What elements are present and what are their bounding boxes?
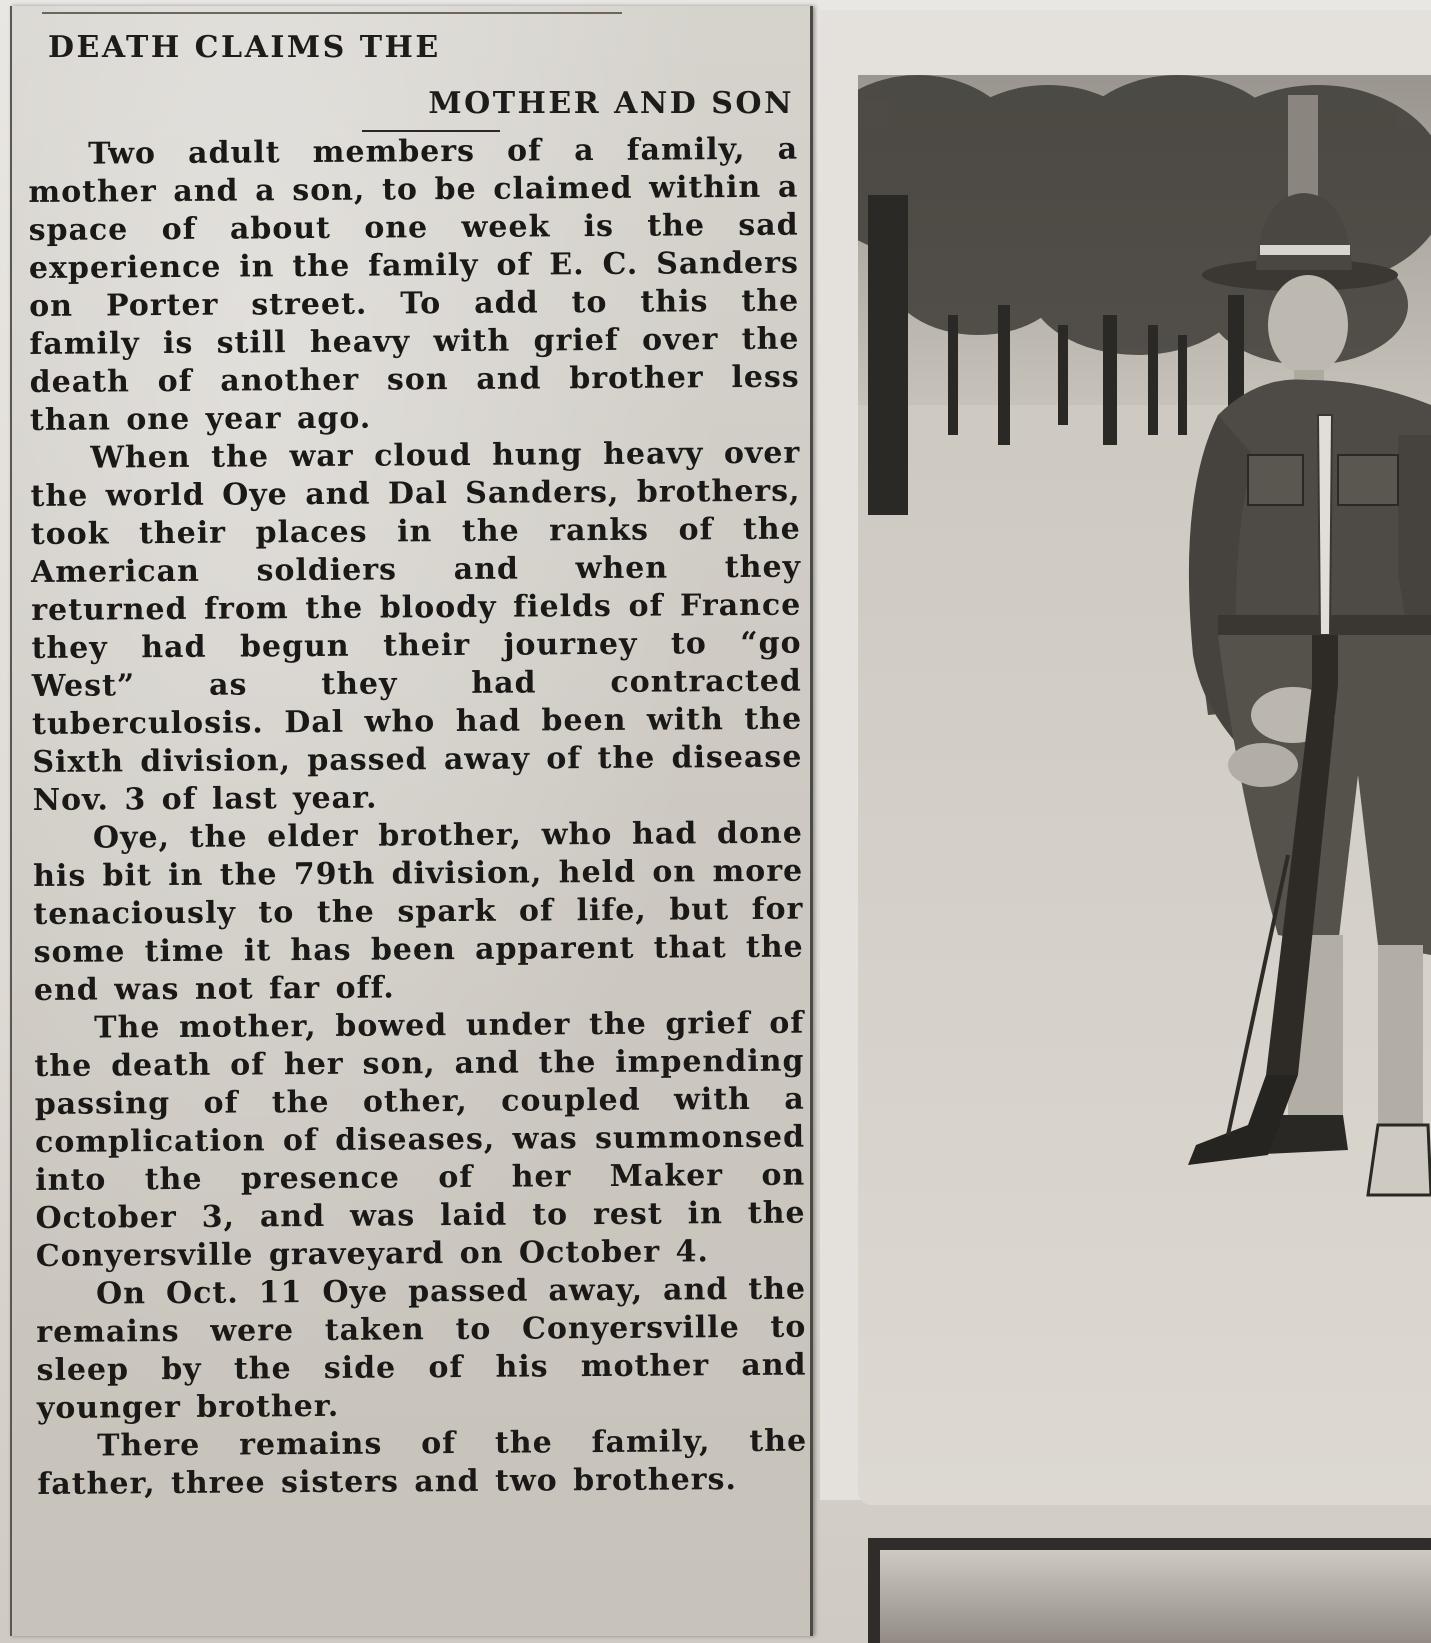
soldier-photograph (858, 75, 1431, 1505)
article-paragraph: When the war cloud hung heavy over the world Oye and Dal Sanders, brothers, took their places in the ranks of the American soldiers and when they returned from the bloody fields of France they had begun their journey to “go West” as they had contracted tuberculosis. Dal who had been with the Sixth division, passed away of the disease Nov. 3 of last year. (30, 435, 803, 818)
article-paragraph: Two adult members of a family, a mother and a son, to be claimed within a space of about one week is the sad experience in the family of E. C. Sanders on Porter street. To add to this the family is still heavy with grief over the death of another son and brother less than one year ago. (28, 131, 800, 438)
article-paragraph: The mother, bowed under the grief of the death of her son, and the impending passing of the other, coupled with a complication of diseases, was summonsed into the presence of her Maker on October 3, and was laid to rest in the Conyersville graveyard on October 4. (34, 1005, 806, 1274)
article-paragraph: There remains of the family, the father, three sisters and two brothers. (37, 1423, 808, 1502)
article-paragraph: Oye, the elder brother, who had done his bit in the 79th division, held on more tenaciously to the spark of life, but for some time it has been apparent that the end was not far off. (33, 815, 804, 1008)
article-paragraph: On Oct. 11 Oye passed away, and the remains were taken to Conyersville to sleep by the side of his mother and younger brother. (36, 1271, 807, 1426)
headline-line-1: DEATH CLAIMS THE (48, 30, 441, 65)
headline-line-2: MOTHER AND SON (428, 86, 794, 121)
clipping-top-rule (42, 12, 622, 14)
second-photo-edge (868, 1538, 1431, 1643)
second-photo-image (880, 1550, 1431, 1643)
article-body (28, 131, 808, 1504)
newspaper-clipping (10, 6, 813, 1636)
headline-divider (362, 130, 500, 132)
headline (48, 20, 798, 132)
soldier-photo-illustration (858, 75, 1431, 1505)
